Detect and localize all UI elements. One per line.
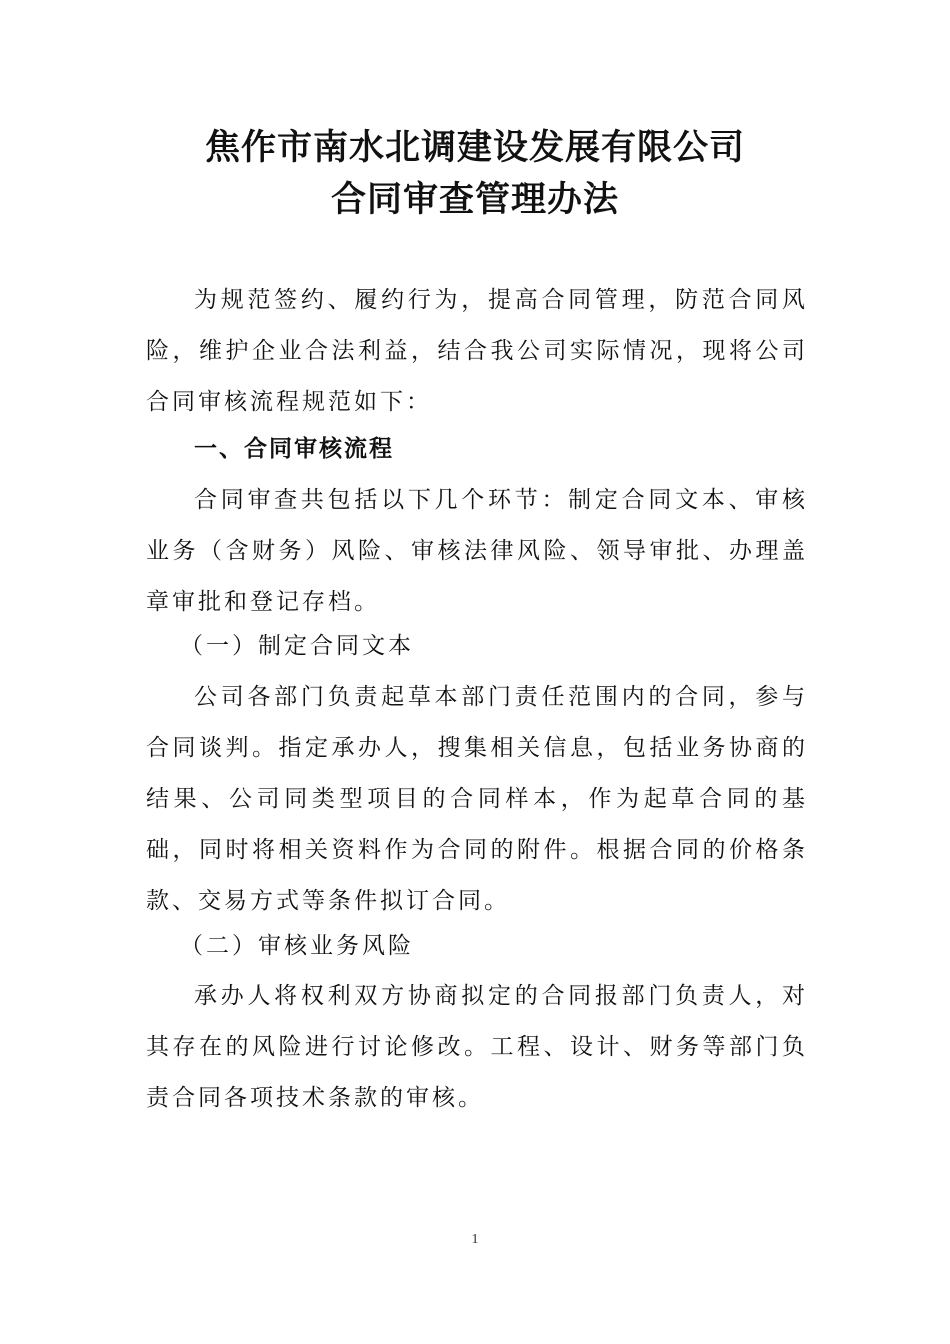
subsection-business-risk-paragraph: 承办人将权利双方协商拟定的合同报部门负责人，对其存在的风险进行讨论修改。工程、设计、财务等部门负责合同各项技术条款的审核。 bbox=[146, 983, 808, 1111]
section-review-process-paragraph: 合同审查共包括以下几个环节：制定合同文本、审核业务（含财务）风险、审核法律风险、领导审批、办理盖章审批和登记存档。 bbox=[146, 487, 808, 615]
document-title-line2: 合同审查管理办法 bbox=[330, 179, 619, 220]
section-heading-review-process: 一、合同审核流程 bbox=[194, 436, 394, 462]
subsection-heading-draft-text: （一）制定合同文本 bbox=[180, 633, 414, 659]
page-number: 1 bbox=[471, 1232, 479, 1247]
subsection-heading-business-risk: （二）审核业务风险 bbox=[180, 933, 414, 959]
document-title-line1: 焦作市南水北调建设发展有限公司 bbox=[204, 127, 745, 168]
subsection-draft-text-paragraph: 公司各部门负责起草本部门责任范围内的合同，参与合同谈判。指定承办人，搜集相关信息，包括业务协商的结果、公司同类型项目的合同样本，作为起草合同的基础，同时将相关资料作为合同的附件。根据合同的价格条款、交易方式等条件拟订合同。 bbox=[146, 684, 808, 914]
intro-paragraph: 为规范签约、履约行为，提高合同管理，防范合同风险，维护企业合法利益，结合我公司实际情况，现将公司合同审核流程规范如下： bbox=[146, 287, 808, 415]
